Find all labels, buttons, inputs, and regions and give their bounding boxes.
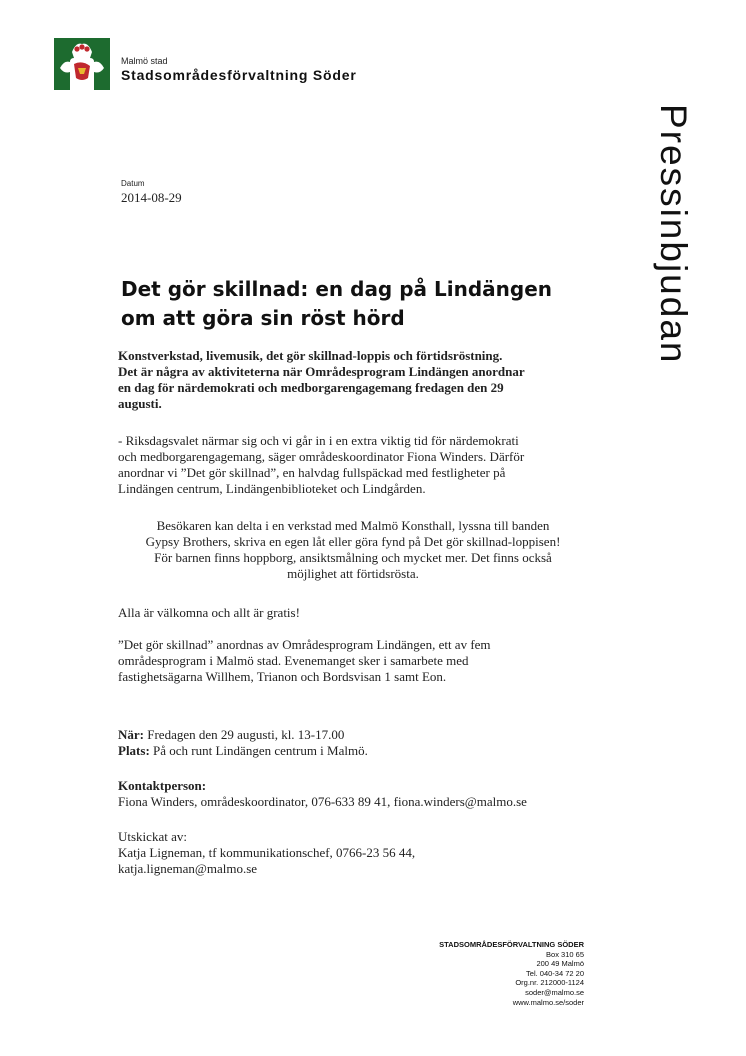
paragraph-line: fastighetsägarna Willhem, Trianon och Bordsvisan 1 samt Eon.: [118, 669, 447, 684]
body-paragraph-quote: [118, 433, 588, 497]
lead-paragraph: [118, 348, 588, 412]
footer-address: [439, 940, 584, 1007]
event-place: [118, 743, 588, 759]
sent-by-label: Utskickat av:: [118, 829, 187, 844]
body-paragraph-welcome: Alla är välkomna och allt är gratis!: [118, 605, 300, 620]
headline-line: om att göra sin röst hörd: [121, 306, 405, 330]
sent-by-line: Katja Ligneman, tf kommunikationschef, 0766-23 56 44,: [118, 845, 416, 860]
lead-line: Det är några av aktiviteterna när Områdesprogram Lindängen anordnar: [118, 364, 525, 379]
document-type-title: Pressinbjudan: [653, 104, 694, 365]
footer-email: soder@malmo.se: [525, 987, 584, 997]
footer-website: www.malmo.se/soder: [512, 997, 584, 1007]
paragraph-line: Lindängen centrum, Lindängenbiblioteket och Lindgården.: [118, 481, 426, 496]
sent-by-email: katja.ligneman@malmo.se: [118, 861, 258, 876]
press-headline: [121, 275, 581, 333]
footer-postal: 200 49 Malmö: [536, 959, 584, 969]
contact-label: Kontaktperson:: [118, 778, 207, 793]
sent-by-section: [118, 829, 588, 877]
paragraph-line: områdesprogram i Malmö stad. Evenemanget sker i samarbete med: [118, 653, 469, 668]
body-paragraph-organizers: [118, 637, 588, 685]
paragraph-line: Gypsy Brothers, skriva en egen låt eller göra fynd på Det gör skillnad-loppisen!: [145, 534, 561, 549]
footer-phone: Tel. 040-34 72 20: [526, 968, 584, 978]
lead-line: augusti.: [118, 396, 162, 411]
contact-details: Fiona Winders, områdeskoordinator, 076-633 89 41, fiona.winders@malmo.se: [118, 794, 527, 809]
headline-line: Det gör skillnad: en dag på Lindängen: [121, 277, 552, 301]
paragraph-line: ”Det gör skillnad” anordnas av Områdesprogram Lindängen, ett av fem: [118, 637, 491, 652]
date-label: Datum: [121, 179, 145, 188]
event-place-label: Plats:: [118, 743, 150, 758]
malmo-griffin-crest-icon: [54, 38, 110, 90]
paragraph-line: möjlighet att förtidsrösta.: [287, 566, 419, 581]
footer-box: Box 310 65: [546, 949, 584, 959]
paragraph-line: anordnar vi ”Det gör skillnad”, en halvdag fullspäckad med festligheter på: [118, 465, 506, 480]
org-name-small: Malmö stad: [121, 56, 168, 66]
paragraph-line: För barnen finns hoppborg, ansiktsmålning och mycket mer. Det finns också: [154, 550, 552, 565]
org-name-department: Stadsområdesförvaltning Söder: [121, 67, 357, 83]
lead-line: en dag för närdemokrati och medborgarengagemang fredagen den 29: [118, 380, 504, 395]
body-paragraph-activities: [118, 518, 588, 582]
paragraph-line: Besökaren kan delta i en verkstad med Malmö Konsthall, lyssna till banden: [156, 518, 550, 533]
contact-section: [118, 778, 588, 810]
paragraph-line: - Riksdagsvalet närmar sig och vi går in i en extra viktig tid för närdemokrati: [118, 433, 519, 448]
paragraph-line: och medborgarengagemang, säger områdeskoordinator Fiona Winders. Därför: [118, 449, 525, 464]
footer-org-number: Org.nr. 212000-1124: [515, 978, 584, 988]
event-time-label: När:: [118, 727, 144, 742]
event-time-value: Fredagen den 29 augusti, kl. 13-17.00: [144, 727, 345, 742]
lead-line: Konstverkstad, livemusik, det gör skillnad-loppis och förtidsröstning.: [118, 348, 503, 363]
event-details: [118, 727, 588, 759]
date-value: 2014-08-29: [121, 190, 182, 205]
event-time: [118, 727, 588, 743]
footer-org-name: STADSOMRÅDESFÖRVALTNING SÖDER: [439, 940, 584, 949]
event-place-value: På och runt Lindängen centrum i Malmö.: [149, 743, 368, 758]
